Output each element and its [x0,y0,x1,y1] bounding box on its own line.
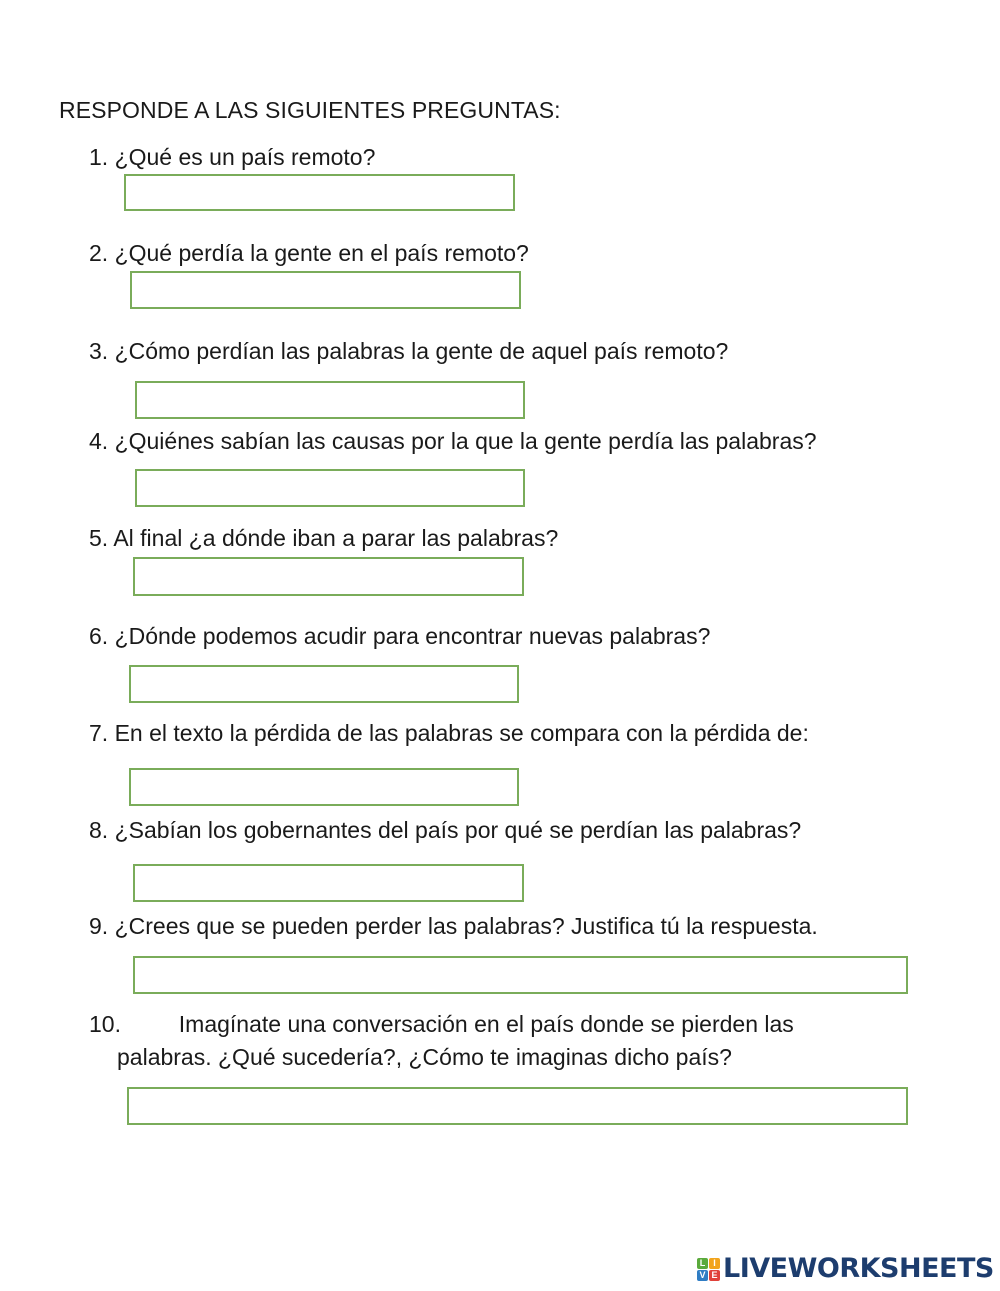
question-1 [89,141,375,173]
live-tiles-icon [697,1258,720,1281]
question-number: 8. [89,817,109,843]
question-text: ¿Qué perdía la gente en el país remoto? [114,240,529,266]
answer-input-5[interactable] [133,557,524,596]
answer-input-9[interactable] [133,956,908,994]
question-5 [89,522,558,554]
question-number: 1. [89,144,109,170]
question-7 [89,717,809,749]
question-text: En el texto la pérdida de las palabras se compara con la pérdida de: [114,720,809,746]
question-text-line-1: Imagínate una conversación en el país donde se pierden las [178,1011,794,1037]
question-text: ¿Quiénes sabían las causas por la que la gente perdía las palabras? [114,428,817,454]
logo-text: LIVEWORKSHEETS [723,1253,994,1284]
answer-input-8[interactable] [133,864,524,902]
logo-tile-v: V [697,1270,708,1281]
question-number: 5. [89,525,109,551]
question-number: 2. [89,240,109,266]
question-10 [89,1008,794,1040]
logo-tile-e: E [709,1270,720,1281]
question-text: ¿Crees que se pueden perder las palabras? Justifica tú la respuesta. [114,913,818,939]
question-text: ¿Qué es un país remoto? [114,144,376,170]
question-number: 6. [89,623,109,649]
answer-input-4[interactable] [135,469,525,507]
logo-tile-l: L [697,1258,708,1269]
answer-input-10[interactable] [127,1087,908,1125]
question-text: ¿Sabían los gobernantes del país por qué se perdían las palabras? [114,817,802,843]
answer-input-3[interactable] [135,381,525,419]
question-10-continued [117,1041,732,1073]
worksheet-heading: RESPONDE A LAS SIGUIENTES PREGUNTAS: [59,97,561,123]
answer-input-6[interactable] [129,665,519,703]
question-number: 9. [89,913,109,939]
question-4 [89,425,817,457]
answer-input-7[interactable] [129,768,519,806]
question-6 [89,620,710,652]
question-2 [89,237,529,269]
question-8 [89,814,801,846]
question-9 [89,910,818,942]
question-number: 7. [89,720,109,746]
answer-input-1[interactable] [124,174,515,211]
question-number: 3. [89,338,109,364]
question-text-line-2: palabras. ¿Qué sucedería?, ¿Cómo te imaginas dicho país? [117,1044,732,1070]
question-text: ¿Dónde podemos acudir para encontrar nuevas palabras? [114,623,711,649]
liveworksheets-logo [697,1252,994,1286]
question-number: 4. [89,428,109,454]
answer-input-2[interactable] [130,271,521,309]
logo-tile-i: I [709,1258,720,1269]
question-number: 10. [89,1011,121,1037]
question-text: Al final ¿a dónde iban a parar las palabras? [113,525,559,551]
question-text: ¿Cómo perdían las palabras la gente de aquel país remoto? [114,338,729,364]
question-3 [89,335,728,367]
